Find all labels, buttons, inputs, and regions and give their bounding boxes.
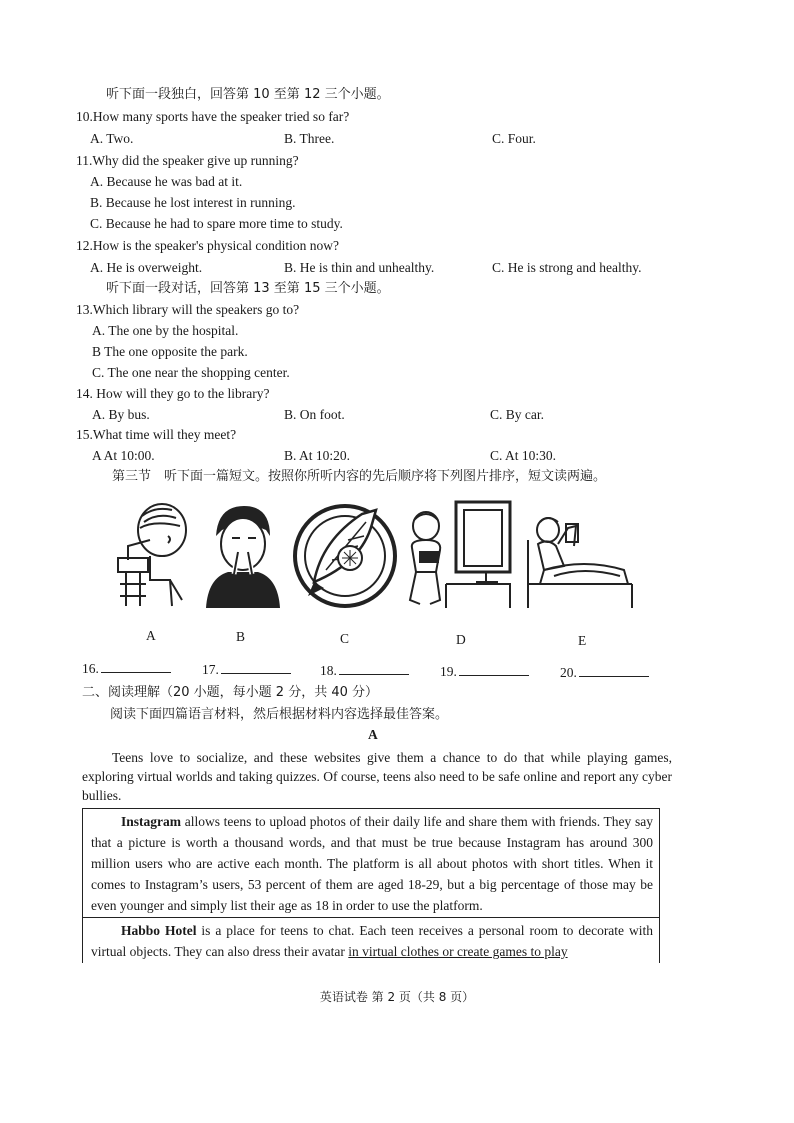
question-14-option-b: B. On foot. [284,407,345,422]
picture-label-b: B [236,629,246,644]
habbo-underlined-text: in virtual clothes or create games to play [348,944,568,959]
picture-label-a: A [146,628,156,643]
question-10-option-c: C. Four. [492,131,536,146]
part-2-title: 二、阅读理解（20 小题，每小题 2 分，共 40 分） [82,685,379,700]
question-11-option-c: C. Because he had to spare more time to study. [90,216,343,231]
question-10-option-b: B. Three. [284,131,335,146]
question-13-option-a: A. The one by the hospital. [92,323,239,338]
blank-number: 19. [440,664,457,679]
fish-plate-icon [292,500,398,612]
blank-line [579,664,649,677]
page-footer: 英语试卷 第 2 页（共 8 页） [319,990,475,1004]
habbo-name: Habbo Hotel [121,923,197,938]
question-14-option-a: A. By bus. [92,407,150,422]
section-3-instruction: 第三节 听下面一篇短文。按照你所听内容的先后顺序将下列图片排序，短文读两遍。 [112,469,607,484]
habbo-paragraph [83,917,659,963]
answer-blank-19[interactable] [440,663,529,681]
picture-d [406,500,514,610]
picture-e [524,500,634,610]
question-14-stem: 14. How will they go to the library? [76,386,270,401]
boy-touching-face-icon [204,500,282,610]
picture-label-e: E [578,633,587,648]
answer-blank-18[interactable] [320,662,409,680]
question-15-option-c: C. At 10:30. [490,448,557,463]
passage-intro: Teens love to socialize, and these websites give them a chance to do that while playing games, exploring virtual worlds and taking quizzes. Of course, teens also need to be safe online and report any cyber bullies. [82,750,672,803]
blank-number: 20. [560,665,577,680]
question-12-option-b: B. He is thin and unhealthy. [284,260,435,275]
question-15-option-a: A At 10:00. [92,448,155,463]
answer-blank-20[interactable] [560,664,649,682]
question-15-stem: 15.What time will they meet? [76,427,237,442]
part-2-instruction: 阅读下面四篇语言材料，然后根据材料内容选择最佳答案。 [110,707,449,722]
question-11-stem: 11.Why did the speaker give up running? [76,153,299,168]
instagram-name: Instagram [121,814,181,829]
question-15-option-b: B. At 10:20. [284,448,351,463]
boy-playing-video-game-icon [406,500,514,610]
question-10-option-a: A. Two. [90,131,134,146]
blank-line [339,662,409,675]
listening-instruction-10-12: 听下面一段独白，回答第 10 至第 12 三个小题。 [106,87,390,102]
blank-number: 16. [82,661,99,676]
answer-blank-17[interactable] [202,661,291,679]
listening-instruction-13-15: 听下面一段对话，回答第 13 至第 15 三个小题。 [106,281,390,296]
question-12-option-a: A. He is overweight. [90,260,203,275]
picture-b [204,500,282,610]
passage-label: A [368,727,378,742]
passage-boxed-content [82,808,660,963]
answer-blank-16[interactable] [82,660,171,678]
sick-boy-in-bed-icon [524,500,634,610]
question-11-option-a: A. Because he was bad at it. [90,174,243,189]
blank-number: 18. [320,663,337,678]
picture-a [110,500,190,610]
instagram-paragraph [83,809,659,917]
instagram-text: allows teens to upload photos of their daily life and share them with friends. They say that a picture is worth a thousand words, and that must be true because Instagram has around 300 million users who are active each month. The platform is all about photos with short titles. When it comes to Instagram’s users, 53 percent of them are aged 18-29, but a big percentage of those may be even younger and simply list their age as 18 in order to use the platform. [91,814,653,913]
blank-line [101,660,171,673]
question-13-stem: 13.Which library will the speakers go to? [76,302,300,317]
blank-line [221,661,291,674]
picture-label-d: D [456,632,466,647]
picture-label-c: C [340,631,350,646]
question-14-option-c: C. By car. [490,407,544,422]
question-10-stem: 10.How many sports have the speaker tried so far? [76,109,350,124]
question-12-stem: 12.How is the speaker's physical condition now? [76,238,340,253]
question-12-option-c: C. He is strong and healthy. [492,260,642,275]
picture-c [292,500,398,612]
habbo-text: is a place for teens to chat. Each teen receives a personal room to decorate with virtual objects. They can also dress their avatar [91,923,653,959]
question-13-option-c: C. The one near the shopping center. [92,365,290,380]
boy-reading-icon [110,500,190,610]
question-13-option-b: B The one opposite the park. [92,344,248,359]
question-11-option-b: B. Because he lost interest in running. [90,195,296,210]
blank-number: 17. [202,662,219,677]
blank-line [459,663,529,676]
